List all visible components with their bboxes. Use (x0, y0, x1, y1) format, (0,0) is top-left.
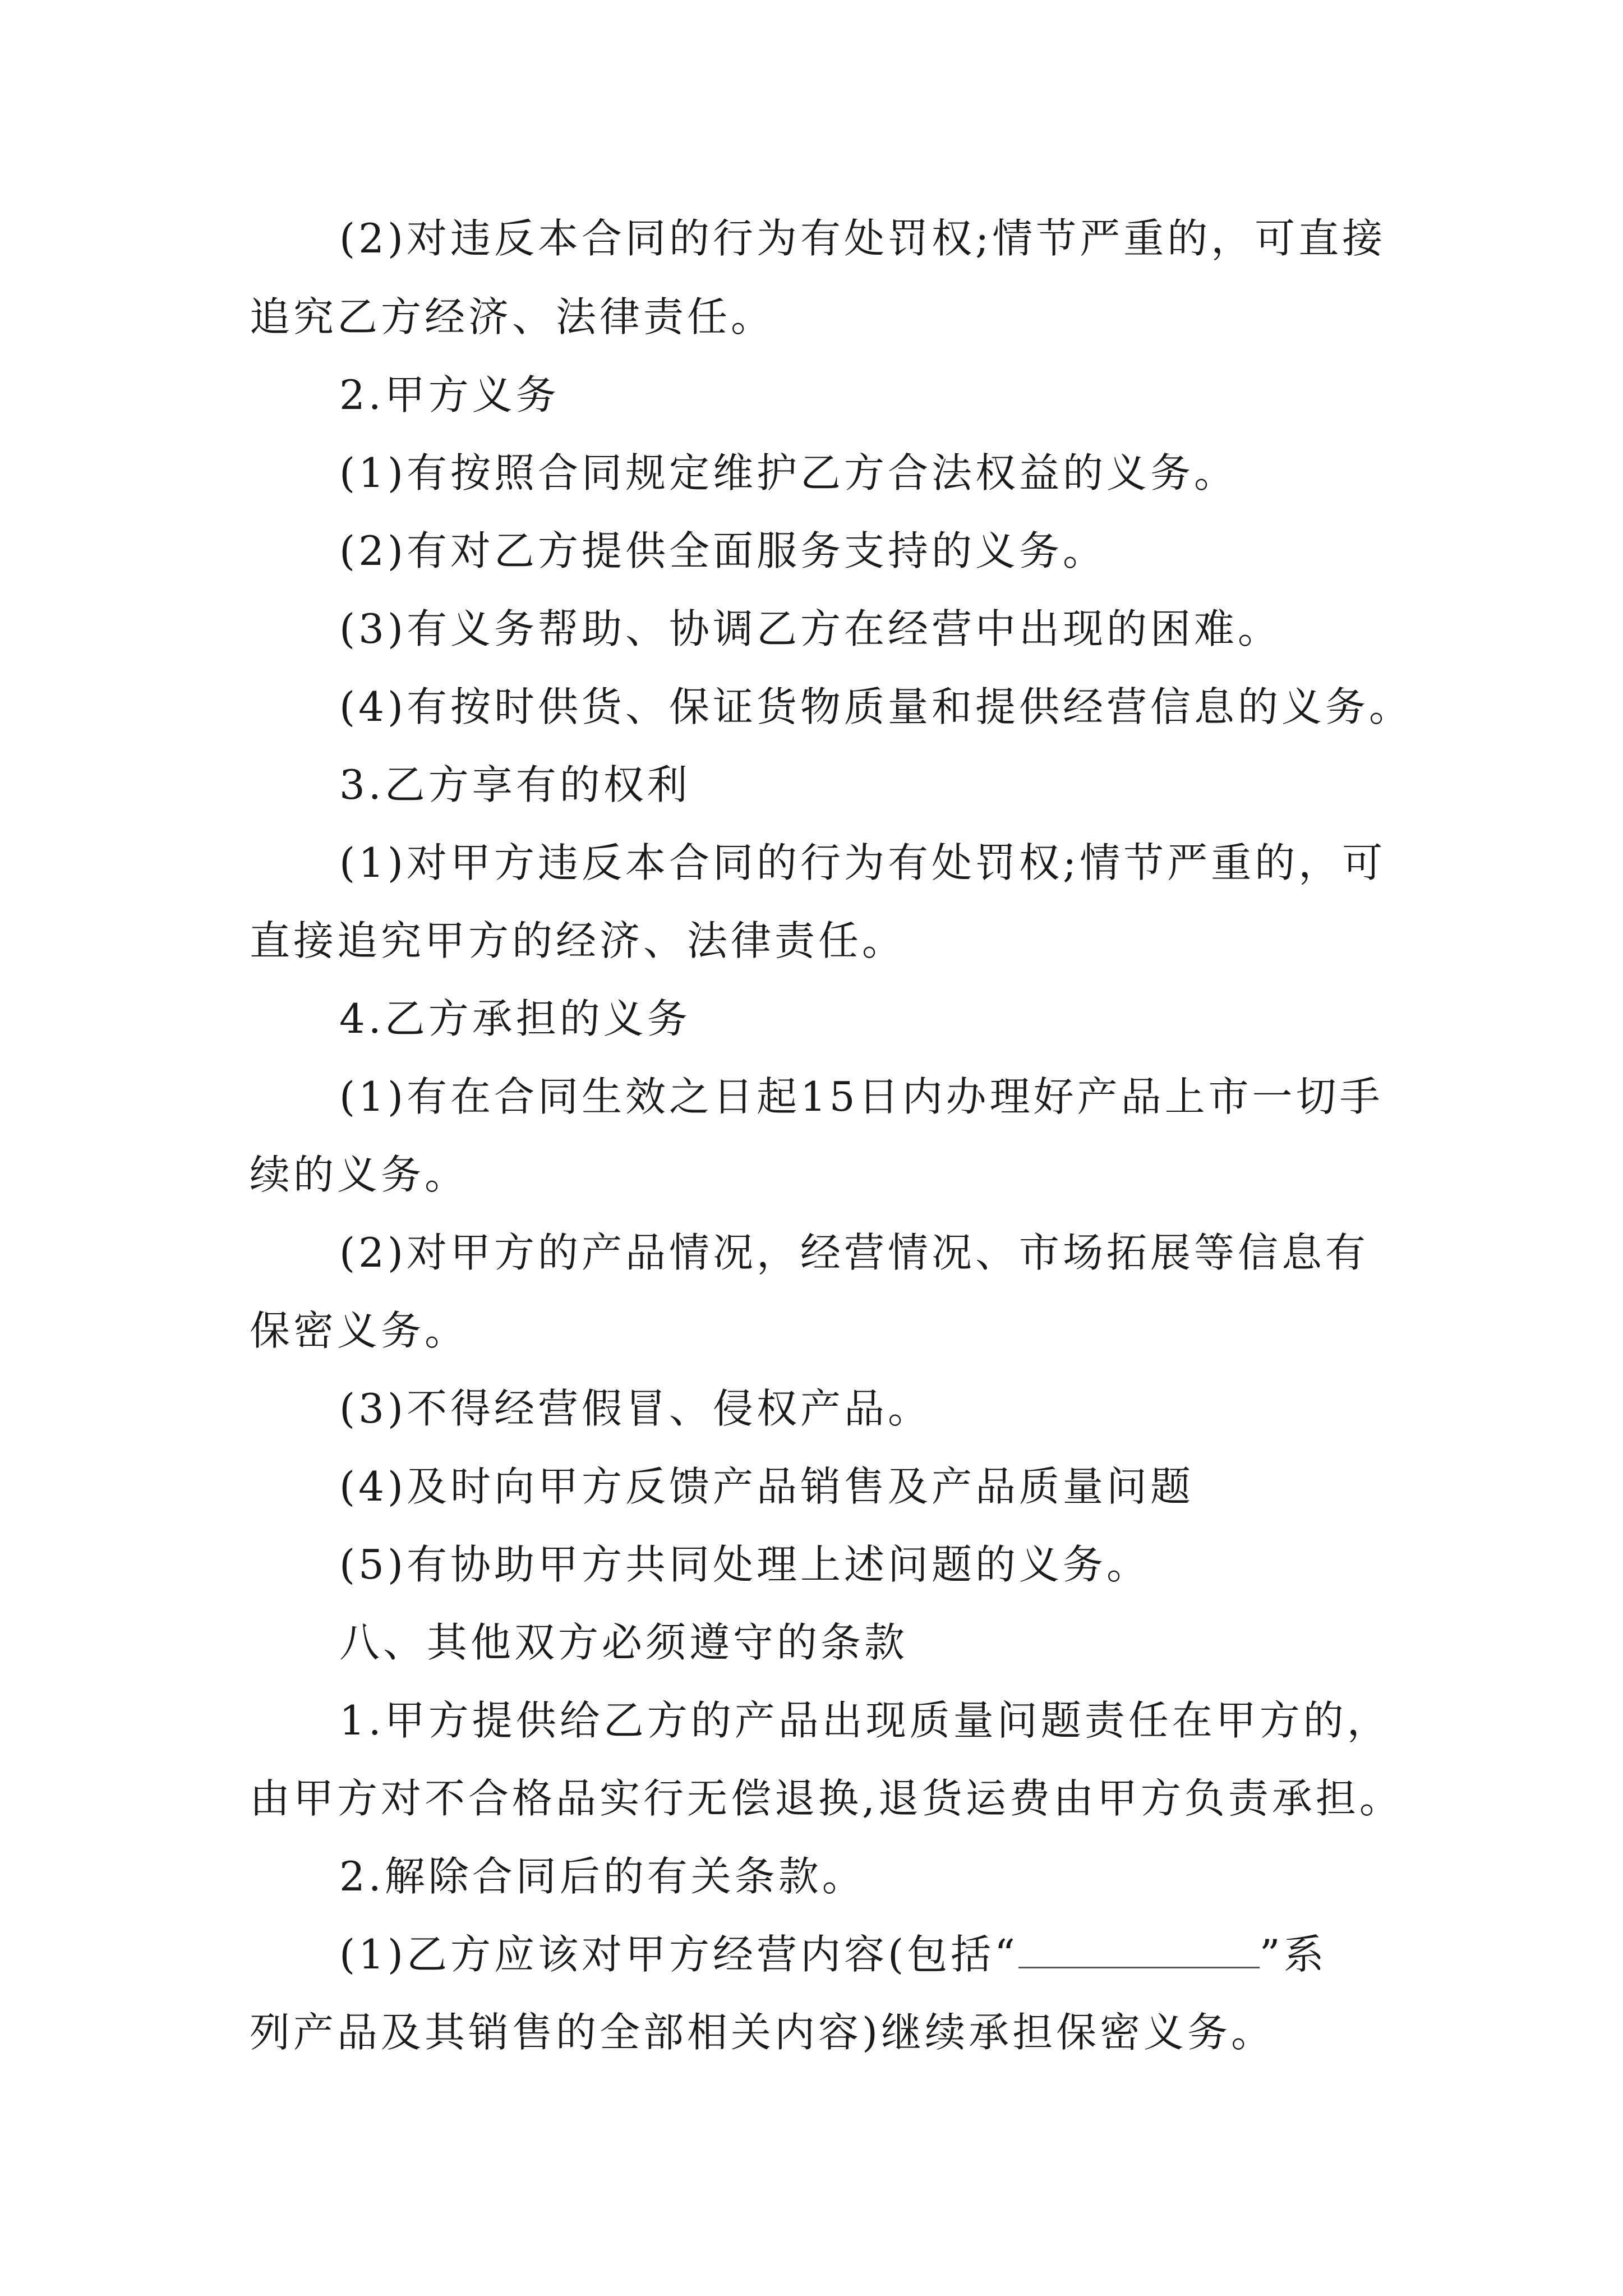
text-line: (1)有按照合同规定维护乙方合法权益的义务。 (339, 449, 1238, 496)
section-heading: 4.乙方承担的义务 (339, 995, 691, 1042)
text-line: 列产品及其销售的全部相关内容)继续承担保密义务。 (250, 2009, 1275, 2056)
text-line: (2)对甲方的产品情况，经营情况、市场拓展等信息有 (339, 1229, 1369, 1276)
text-line: (5)有协助甲方共同处理上述问题的义务。 (339, 1541, 1150, 1588)
blank-prefix: (1)乙方应该对甲方经营内容(包括“ (339, 1931, 1018, 1978)
section-heading: 2.甲方义务 (339, 371, 560, 418)
text-line: 追究乙方经济、法律责任。 (250, 293, 775, 341)
text-line: 续的义务。 (250, 1151, 469, 1198)
text-line: 保密义务。 (250, 1307, 469, 1354)
text-line: (2)有对乙方提供全面服务支持的义务。 (339, 527, 1106, 574)
section-heading: 八、其他双方必须遵守的条款 (339, 1619, 909, 1666)
text-line: 1.甲方提供给乙方的产品出现质量问题责任在甲方的， (339, 1697, 1391, 1744)
text-line: (3)有义务帮助、协调乙方在经营中出现的困难。 (339, 605, 1281, 652)
text-line-with-blank (339, 1929, 1327, 1980)
text-line: (1)对甲方违反本合同的行为有处罚权;情节严重的，可 (339, 839, 1386, 886)
section-heading: 2.解除合同后的有关条款。 (339, 1853, 866, 1900)
text-line: (4)有按时供货、保证货物质量和提供经营信息的义务。 (339, 683, 1413, 730)
text-line: (3)不得经营假冒、侵权产品。 (339, 1385, 932, 1432)
section-heading: 3.乙方享有的权利 (339, 761, 691, 808)
text-line: 直接追究甲方的经济、法律责任。 (250, 917, 906, 964)
text-line: (2)对违反本合同的行为有处罚权;情节严重的，可直接 (339, 215, 1386, 262)
blank-suffix: ”系 (1259, 1931, 1327, 1978)
text-line: (4)及时向甲方反馈产品销售及产品质量问题 (339, 1463, 1194, 1510)
text-line: (1)有在合同生效之日起15日内办理好产品上市一切手 (339, 1073, 1384, 1120)
text-line: 由甲方对不合格品实行无偿退换,退货运费由甲方负责承担。 (250, 1775, 1403, 1822)
fill-in-blank[interactable] (1018, 1933, 1260, 1968)
